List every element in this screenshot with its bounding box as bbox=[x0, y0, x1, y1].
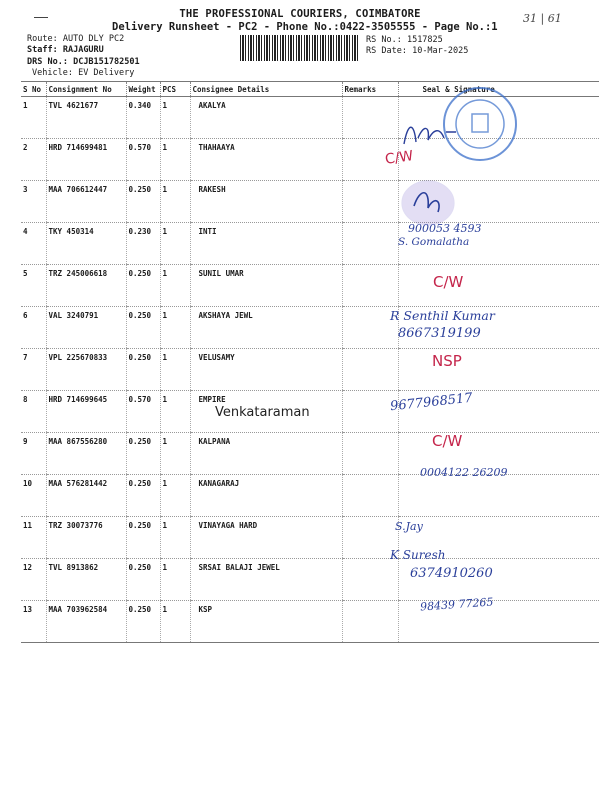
cell-consignee: AKALYA bbox=[190, 97, 342, 139]
cell-remarks bbox=[342, 601, 398, 643]
signature-row12: K Suresh bbox=[390, 548, 446, 562]
col-seal-signature: Seal & Signature bbox=[398, 82, 599, 97]
runsheet-table bbox=[21, 81, 599, 643]
number-note-row4: 900053 4593 bbox=[408, 222, 482, 235]
cell-pcs: 1 bbox=[160, 517, 190, 559]
cell-weight: 0.230 bbox=[126, 223, 160, 265]
cell-sno: 6 bbox=[21, 307, 46, 349]
staff-line: Staff: RAJAGURU bbox=[27, 45, 104, 55]
signature-row4: S. Gomalatha bbox=[398, 236, 470, 248]
table-row bbox=[21, 559, 599, 601]
cell-consignee: KSP bbox=[190, 601, 342, 643]
cell-signature bbox=[398, 349, 599, 391]
cell-pcs: 1 bbox=[160, 559, 190, 601]
cell-weight: 0.570 bbox=[126, 139, 160, 181]
table-row bbox=[21, 307, 599, 349]
nsp-note: NSP bbox=[432, 352, 462, 370]
cell-sno: 4 bbox=[21, 223, 46, 265]
cell-pcs: 1 bbox=[160, 433, 190, 475]
phone-row8: 9677968517 bbox=[389, 390, 474, 415]
cell-remarks bbox=[342, 181, 398, 223]
cw-note-3: C/W bbox=[432, 432, 463, 450]
cell-remarks bbox=[342, 223, 398, 265]
cell-sno: 8 bbox=[21, 391, 46, 433]
table-row bbox=[21, 475, 599, 517]
cell-pcs: 1 bbox=[160, 349, 190, 391]
cell-consignee: KALPANA bbox=[190, 433, 342, 475]
table-row bbox=[21, 517, 599, 559]
rs-date-line: RS Date: 10-Mar-2025 bbox=[366, 46, 469, 56]
number-note-row10: 0004122 26209 bbox=[420, 466, 508, 479]
cell-pcs: 1 bbox=[160, 265, 190, 307]
cell-remarks bbox=[342, 391, 398, 433]
signature-row6: R Senthil Kumar bbox=[390, 308, 495, 323]
cw-note-2: C/W bbox=[433, 273, 464, 291]
col-consignee: Consignee Details bbox=[190, 82, 342, 97]
cell-sno: 2 bbox=[21, 139, 46, 181]
phone-row12: 6374910260 bbox=[410, 566, 493, 581]
cell-consignment: MAA 867556280 bbox=[46, 433, 126, 475]
cell-sno: 1 bbox=[21, 97, 46, 139]
cell-consignee: VELUSAMY bbox=[190, 349, 342, 391]
signature-row11: S.Jay bbox=[395, 520, 423, 533]
cell-consignee: RAKESH bbox=[190, 181, 342, 223]
route-line: Route: AUTO DLY PC2 bbox=[27, 34, 125, 44]
cell-consignment: MAA 703962584 bbox=[46, 601, 126, 643]
cell-pcs: 1 bbox=[160, 601, 190, 643]
cell-consignee: THAHAAYA bbox=[190, 139, 342, 181]
cell-pcs: 1 bbox=[160, 97, 190, 139]
table-row bbox=[21, 391, 599, 433]
cell-pcs: 1 bbox=[160, 223, 190, 265]
col-consignment: Consignment No bbox=[46, 82, 126, 97]
cell-weight: 0.340 bbox=[126, 97, 160, 139]
runsheet-subtitle: Delivery Runsheet - PC2 - Phone No.:0422-3505555 - Page No.:1 bbox=[112, 21, 498, 33]
cell-pcs: 1 bbox=[160, 475, 190, 517]
cell-consignment: MAA 576281442 bbox=[46, 475, 126, 517]
cell-consignment: TVL 8913862 bbox=[46, 559, 126, 601]
cell-weight: 0.250 bbox=[126, 601, 160, 643]
table-row bbox=[21, 433, 599, 475]
cell-weight: 0.250 bbox=[126, 265, 160, 307]
table-row bbox=[21, 349, 599, 391]
cell-consignee: AKSHAYA JEWL bbox=[190, 307, 342, 349]
cell-consignment: TVL 4621677 bbox=[46, 97, 126, 139]
cell-weight: 0.570 bbox=[126, 391, 160, 433]
cell-remarks bbox=[342, 97, 398, 139]
cell-remarks bbox=[342, 559, 398, 601]
cell-pcs: 1 bbox=[160, 391, 190, 433]
cell-consignment: HRD 714699645 bbox=[46, 391, 126, 433]
cell-consignment: TKY 450314 bbox=[46, 223, 126, 265]
name-row8: Venkataraman bbox=[215, 405, 310, 420]
cell-weight: 0.250 bbox=[126, 307, 160, 349]
cell-remarks bbox=[342, 433, 398, 475]
col-remarks: Remarks bbox=[342, 82, 398, 97]
table-row bbox=[21, 601, 599, 643]
cell-weight: 0.250 bbox=[126, 433, 160, 475]
cell-pcs: 1 bbox=[160, 307, 190, 349]
cell-weight: 0.250 bbox=[126, 475, 160, 517]
cell-signature bbox=[398, 475, 599, 517]
cell-sno: 7 bbox=[21, 349, 46, 391]
cell-consignee: SUNIL UMAR bbox=[190, 265, 342, 307]
cell-sno: 11 bbox=[21, 517, 46, 559]
cell-weight: 0.250 bbox=[126, 181, 160, 223]
cell-remarks bbox=[342, 265, 398, 307]
rs-no-line: RS No.: 1517825 bbox=[366, 35, 443, 45]
cell-weight: 0.250 bbox=[126, 349, 160, 391]
cell-pcs: 1 bbox=[160, 139, 190, 181]
cell-sno: 10 bbox=[21, 475, 46, 517]
cell-consignment: VAL 3240791 bbox=[46, 307, 126, 349]
col-sno: S No bbox=[21, 82, 46, 97]
cell-consignment: TRZ 30073776 bbox=[46, 517, 126, 559]
cell-sno: 5 bbox=[21, 265, 46, 307]
cell-remarks bbox=[342, 349, 398, 391]
col-weight: Weight bbox=[126, 82, 160, 97]
cell-signature bbox=[398, 265, 599, 307]
cell-remarks bbox=[342, 475, 398, 517]
cell-consignee: KANAGARAJ bbox=[190, 475, 342, 517]
cell-pcs: 1 bbox=[160, 181, 190, 223]
company-title: THE PROFESSIONAL COURIERS, COIMBATORE bbox=[179, 8, 421, 20]
signature-stroke-row1 bbox=[400, 118, 460, 148]
cell-consignee: INTI bbox=[190, 223, 342, 265]
cell-sno: 12 bbox=[21, 559, 46, 601]
cell-sno: 13 bbox=[21, 601, 46, 643]
cell-weight: 0.250 bbox=[126, 517, 160, 559]
cell-consignee: VINAYAGA HARD bbox=[190, 517, 342, 559]
table-row bbox=[21, 181, 599, 223]
cell-consignment: VPL 225670833 bbox=[46, 349, 126, 391]
cell-consignee: SRSAI BALAJI JEWEL bbox=[190, 559, 342, 601]
cell-consignment: MAA 706612447 bbox=[46, 181, 126, 223]
vehicle-line: Vehicle: EV Delivery bbox=[32, 68, 135, 78]
table-row bbox=[21, 223, 599, 265]
barcode bbox=[240, 35, 360, 61]
cw-note-1: C/W bbox=[384, 148, 415, 168]
phone-row6: 8667319199 bbox=[398, 326, 481, 341]
cell-consignment: HRD 714699481 bbox=[46, 139, 126, 181]
table-row bbox=[21, 265, 599, 307]
col-pcs: PCS bbox=[160, 82, 190, 97]
handwritten-page-note: 31 | 61 bbox=[523, 12, 562, 25]
cell-consignee: EMPIRE bbox=[190, 391, 342, 433]
purple-stamp-row3 bbox=[398, 178, 458, 228]
cell-sno: 9 bbox=[21, 433, 46, 475]
cell-consignment: TRZ 245006618 bbox=[46, 265, 126, 307]
drs-line: DRS No.: DCJB151782501 bbox=[27, 57, 140, 67]
cell-sno: 3 bbox=[21, 181, 46, 223]
cell-weight: 0.250 bbox=[126, 559, 160, 601]
number-note-row13: 98439 77265 bbox=[419, 595, 494, 614]
